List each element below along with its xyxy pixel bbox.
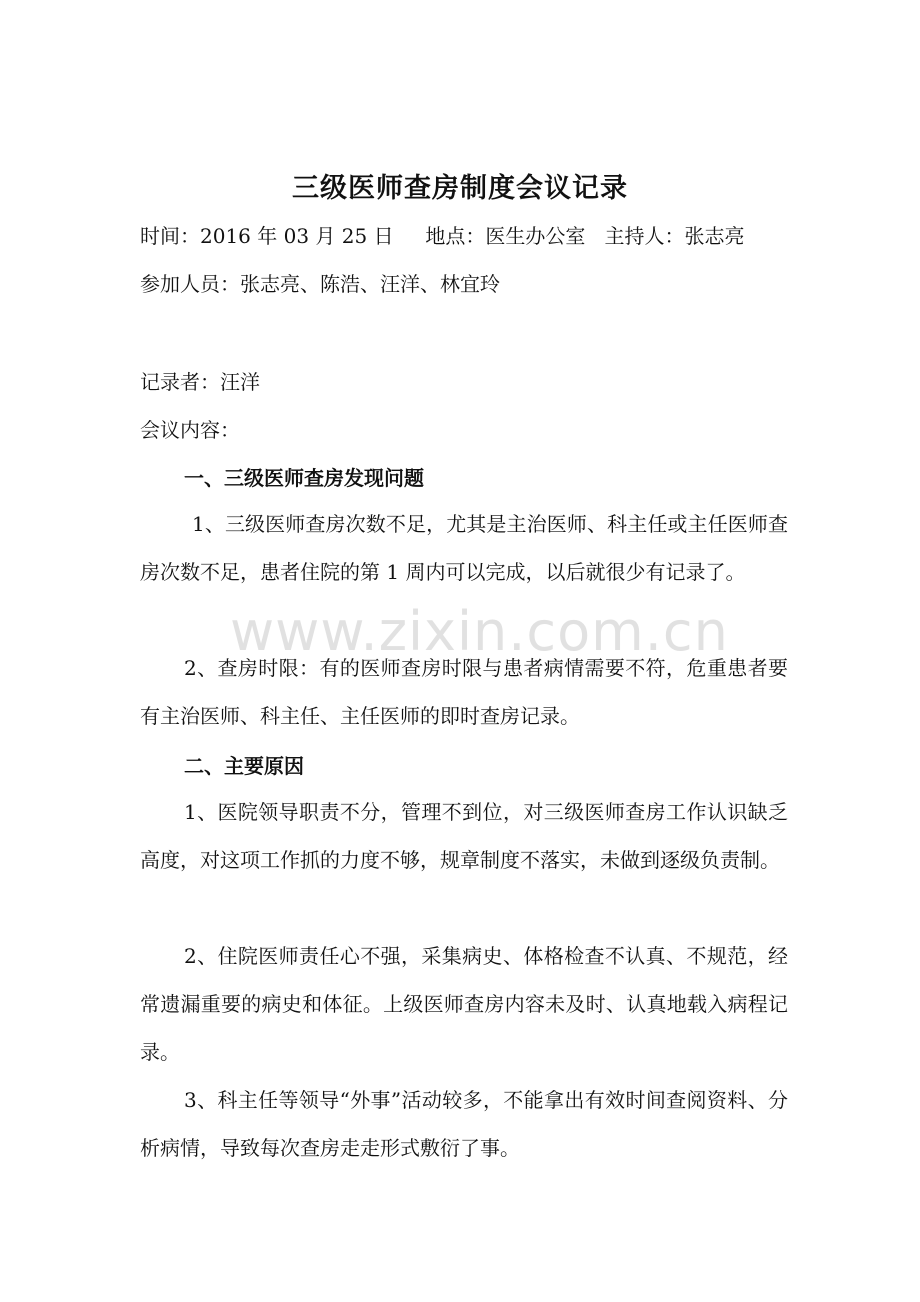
meeting-attendees: 参加人员：张志亮、陈浩、汪洋、林宜玲 (140, 272, 500, 296)
paragraph-cause-2: 2、住院医师责任心不强，采集病史、体格检查不认真、不规范，经常遗漏重要的病史和体征。上级医师查房内容未及时、认真地载入病程记录。 (140, 944, 788, 1064)
section-heading-problems: 一、三级医师查房发现问题 (184, 466, 424, 490)
paragraph-cause-1: 1、医院领导职责不分，管理不到位，对三级医师查房工作认识缺乏高度，对这项工作抓的力度不够，规章制度不落实，未做到逐级负责制。 (140, 800, 788, 872)
document-title: 三级医师查房制度会议记录 (292, 173, 628, 204)
meeting-content-label: 会议内容： (140, 418, 240, 442)
paragraph-cause-3: 3、科主任等领导“外事”活动较多，不能拿出有效时间查阅资料、分析病情，导致每次查房走走形式敷衍了事。 (140, 1088, 788, 1160)
paragraph-problem-2: 2、查房时限：有的医师查房时限与患者病情需要不符，危重患者要有主治医师、科主任、主任医师的即时查房记录。 (140, 656, 788, 728)
watermark-text: www.zixin.com.cn (230, 600, 729, 663)
paragraph-problem-1: 1、三级医师查房次数不足，尤其是主治医师、科主任或主任医师查房次数不足，患者住院的第 1 周内可以完成，以后就很少有记录了。 (140, 512, 788, 584)
section-heading-causes: 二、主要原因 (184, 754, 304, 778)
meeting-recorder: 记录者：汪洋 (140, 370, 260, 394)
meeting-time-location-host: 时间：2016 年 03 月 25 日 地点：医生办公室 主持人：张志亮 (140, 224, 745, 248)
